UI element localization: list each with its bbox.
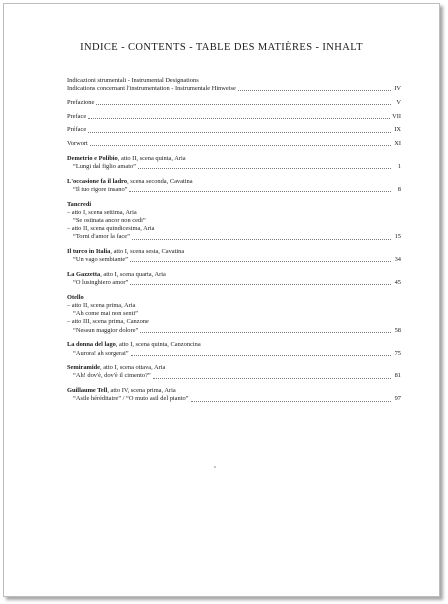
opera-title: L'occasione fa il ladro	[67, 177, 128, 185]
toc-aria-line	[67, 186, 401, 194]
page-number: 15	[394, 233, 401, 241]
toc-entry-label: Préface	[67, 126, 87, 134]
dot-leader	[132, 239, 391, 240]
scene-info: – atto III, scena prima, Canzone	[67, 318, 149, 326]
dot-leader	[238, 90, 391, 91]
toc-entry-tancredi	[67, 201, 401, 209]
toc-aria-line	[67, 163, 401, 171]
toc-aria-line	[67, 279, 401, 287]
toc-entry-label: Indications concernant l'instrumentation - Instrumentale Hinweise	[67, 85, 236, 93]
toc-entry-vorwort	[67, 140, 401, 148]
scene-info: , scena seconda, Cavatina	[127, 177, 193, 185]
toc-entry-designations-line1: Indicazioni strumentali - Instrumental Designations	[67, 77, 199, 84]
toc-entry-donna-del-lago	[67, 341, 401, 349]
page-speck	[214, 466, 216, 468]
page-number: 75	[394, 349, 401, 357]
toc-aria-line	[67, 395, 401, 403]
aria-title: “Il tuo rigore insano”	[73, 185, 128, 193]
page-number: 58	[394, 326, 401, 334]
scene-info: , atto I, scena ottava, Aria	[100, 364, 166, 372]
dot-leader	[130, 284, 391, 285]
scene-info: , atto I, scena sesta, Cavatina	[110, 248, 185, 256]
toc-entry-semiramide	[67, 364, 401, 372]
page-title: INDICE - CONTENTS - TABLE DES MATIÈRES - INHALT	[80, 42, 363, 53]
dot-leader	[129, 191, 391, 192]
page-number: V	[396, 98, 401, 106]
toc-entry-prefazione	[67, 99, 401, 107]
document-page	[3, 3, 440, 597]
aria-title: “Asile héréditaire” / “O muto asil del pianto”	[73, 395, 189, 403]
toc-entry-occasione	[67, 178, 401, 186]
opera-title: Semiramide	[67, 364, 101, 372]
aria-title: “Nessun maggior dolore”	[73, 326, 139, 334]
dot-leader	[138, 168, 391, 169]
dot-leader	[140, 332, 391, 333]
dot-leader	[131, 355, 391, 356]
toc-entry-preface-en	[67, 113, 401, 121]
dot-leader	[88, 118, 390, 119]
page-number: VII	[392, 112, 401, 120]
toc-entry-turco	[67, 248, 401, 256]
page-number: 34	[394, 256, 401, 264]
opera-title: La Gazzetta	[67, 270, 101, 278]
table-of-contents	[67, 77, 401, 404]
toc-aria-line	[67, 233, 401, 241]
toc-aria-line	[67, 372, 401, 380]
scene-info: , atto I, scena quarta, Aria	[100, 270, 166, 278]
toc-entry-label: Prefazione	[67, 98, 95, 106]
scene-info: – atto II, scena prima, Aria	[67, 302, 136, 310]
toc-entry-label: Vorwort	[67, 140, 88, 148]
aria-title: “Un vago sembiante”	[73, 256, 129, 264]
aria-title: “Ah come mai non senti”	[73, 310, 138, 318]
opera-title: La donna del lago	[67, 341, 116, 349]
dot-leader	[96, 104, 391, 105]
toc-entry-designations	[67, 85, 401, 93]
scene-info: – atto II, scena quindicesima, Aria	[67, 225, 155, 233]
scene-info: , atto I, scena quinta, Canzoncina	[115, 341, 201, 349]
page-number: 97	[394, 395, 401, 403]
toc-aria-line	[67, 256, 401, 264]
page-number: 81	[394, 372, 401, 380]
aria-title: “O lusinghiero amor”	[73, 279, 129, 287]
page-number: XI	[394, 140, 401, 148]
toc-entry-gazzetta	[67, 271, 401, 279]
toc-entry-demetrio	[67, 155, 401, 163]
scene-info: – atto I, scena settima, Aria	[67, 208, 137, 216]
page-number: 1	[397, 162, 401, 170]
opera-title: Demetrio e Polibio	[67, 154, 118, 162]
page-number: IV	[394, 85, 401, 93]
page-number: IX	[394, 126, 401, 134]
opera-title: Otello	[67, 293, 84, 301]
dot-leader	[130, 261, 391, 262]
aria-title: “Lungi dal figlio amato”	[73, 162, 136, 170]
aria-title: “Se ostinata ancor non cedi”	[73, 216, 146, 224]
aria-title: “Aurora! ah sorgerai”	[73, 349, 129, 357]
dot-leader	[153, 378, 391, 379]
toc-entry-preface-fr	[67, 126, 401, 134]
page-number: 45	[394, 279, 401, 287]
opera-title: Il turco in Italia	[67, 248, 111, 256]
scene-info: , atto II, scena quinta, Aria	[117, 154, 186, 162]
scene-info: , atto IV, scena prima, Aria	[107, 387, 176, 395]
toc-entry-guillaume-tell	[67, 387, 401, 395]
dot-leader	[90, 145, 391, 146]
toc-entry-label: Preface	[67, 112, 87, 120]
page-number: 8	[397, 185, 401, 193]
dot-leader	[88, 132, 391, 133]
opera-title: Tancredi	[67, 200, 92, 208]
dot-leader	[191, 401, 391, 402]
aria-title: “Ah! dov'è, dov'è il cimento?”	[73, 372, 151, 380]
toc-entry-otello	[67, 294, 401, 302]
toc-aria-line	[67, 350, 401, 358]
toc-aria-line	[67, 327, 401, 335]
aria-title: “Torni d'amor la face”	[73, 233, 130, 241]
opera-title: Guillaume Tell	[67, 387, 108, 395]
